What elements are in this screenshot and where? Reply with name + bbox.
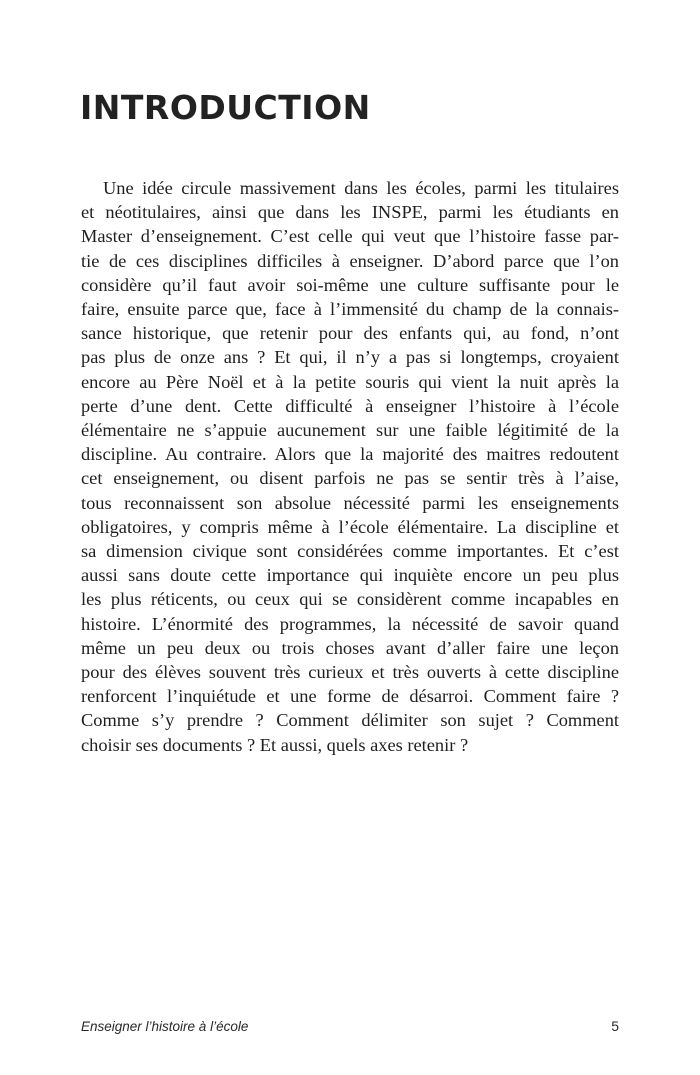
paragraph-line: tie de ces disciplines difficiles à enseigner. D’abord parce que l’on (81, 250, 619, 271)
paragraph-line: sance historique, que retenir pour des enfants qui, au fond, n’ont (81, 323, 619, 344)
paragraph-line: histoire. L’énormité des programmes, la nécessité de savoir quand (81, 613, 619, 634)
paragraph-line: renforcent l’inquiétude et une forme de désarroi. Comment faire ? (81, 686, 619, 707)
paragraph-line: pour des élèves souvent très curieux et très ouverts à cette discipline (81, 662, 619, 683)
paragraph-line: Comme s’y prendre ? Comment délimiter son sujet ? Comment (81, 710, 619, 731)
paragraph-line: encore au Père Noël et à la petite souris qui vient la nuit après la (81, 371, 619, 392)
paragraph-line: Une idée circule massivement dans les écoles, parmi les titulaires (103, 178, 619, 198)
paragraph-line: choisir ses documents ? Et aussi, quels axes retenir ? (81, 734, 469, 755)
running-footer-title: Enseigner l’histoire à l’école (81, 1019, 249, 1034)
paragraph-line: les plus réticents, ou ceux qui se considèrent comme incapables en (81, 589, 619, 610)
paragraph-line: cet enseignement, ou disent parfois ne pas se sentir très à l’aise, (81, 468, 619, 489)
paragraph-line: et néotitulaires, ainsi que dans les INSPE, parmi les étudiants en (81, 202, 619, 223)
paragraph-line: aussi sans doute cette importance qui inquiète encore un peu plus (81, 565, 619, 586)
paragraph-line: obligatoires, y compris même à l’école élémentaire. La discipline et (81, 516, 619, 537)
paragraph-line: discipline. Au contraire. Alors que la majorité des maitres redoutent (81, 444, 619, 465)
paragraph-line: considère qu’il faut avoir soi-même une culture suffisante pour le (81, 274, 619, 295)
paragraph-line: sa dimension civique sont considérées comme importantes. Et c’est (81, 541, 619, 562)
chapter-title: INTRODUCTION (80, 88, 371, 127)
paragraph-line: perte d’une dent. Cette difficulté à enseigner l’histoire à l’école (81, 395, 619, 416)
page-number: 5 (611, 1018, 619, 1034)
paragraph-line: même un peu deux ou trois choses avant d’aller faire une leçon (81, 637, 619, 658)
paragraph-line: pas plus de onze ans ? Et qui, il n’y a pas si longtemps, croyaient (81, 347, 619, 368)
paragraph-line: élémentaire ne s’appuie aucunement sur une faible légitimité de la (81, 420, 619, 441)
paragraph-line: faire, ensuite parce que, face à l’immensité du champ de la connais- (81, 299, 619, 320)
introduction-paragraph (81, 176, 619, 757)
paragraph-line: Master d’enseignement. C’est celle qui veut que l’histoire fasse par- (81, 226, 619, 247)
paragraph-line: tous reconnaissent son absolue nécessité parmi les enseignements (81, 492, 619, 513)
